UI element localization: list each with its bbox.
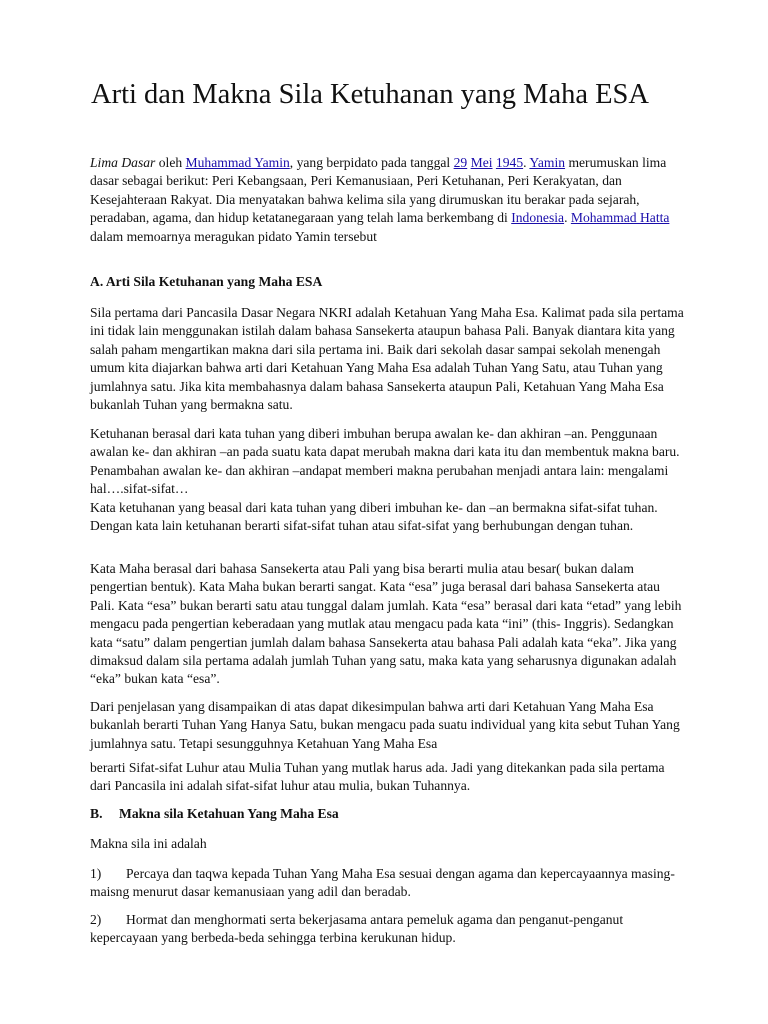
link-muhammad-yamin[interactable]: Muhammad Yamin [185,155,290,170]
paragraph-5: Dari penjelasan yang disampaikan di atas dapat dikesimpulan bahwa arti dari Ketahuan Yang Maha Esa bukanlah berarti Tuhan Yang Hanya Satu, bukan mengacu pada suatu individual yang kita sebut Tuhan Yang jumlahnya satu. Tetapi sesungguhnya Ketahuan Yang Maha Esa [90,699,680,751]
paragraph-6: berarti Sifat-sifat Luhur atau Mulia Tuhan yang mutlak harus ada. Jadi yang ditekankan pada sila pertama dari Pancasila ini adalah sifat-sifat luhur atau mulia, bukan Tuhannya. [90,760,665,794]
heading-b-number: B. [90,806,103,821]
intro-text-3: merumuskan lima dasar sebagai berikut: Peri Kebangsaan, Peri Kemanusiaan, Peri Ketuhanan, Peri Kerakyatan, dan Kesejahteraan Rakyat. Dia menyatakan bahwa kelima sila yang dirumuskan itu berakar pada sejarah, peradaban, agama, dan hidup ketatanegaraan yang telah lama berkembang di [90,155,667,226]
list-item-1-text: Percaya dan taqwa kepada Tuhan Yang Maha Esa sesuai dengan agama dan kepercayaannya masing-maisng menurut dasar kemanusiaan yang adil dan beradab. [90,866,675,900]
intro-text-1: oleh [155,155,186,170]
heading-a: A. Arti Sila Ketuhanan yang Maha ESA [90,274,323,289]
lima-dasar-text: Lima Dasar [90,155,156,170]
paragraph-4: Kata Maha berasal dari bahasa Sansekerta atau Pali yang bisa berarti mulia atau besar( bukan dalam pengertian bentuk). Kata Maha bukan berarti sangat. Kata “esa” juga berasal dari bahasa Sansekerta atau Pali. Kata “esa” bukan berarti satu atau tunggal dalam jumlah. Kata “esa” berasal dari kata “etad” yang lebih mengacu pada pengertian keberadaan yang mutlak atau mengacu pada kata “ini” (this- Inggris). Sedangkan kata “satu” dalam pengertian jumlah dalam bahasa Sansekerta atau bahasa Pali adalah kata “eka”. Jika yang dimaksud dalam sila pertama adalah jumlah Tuhan yang satu, maka kata yang seharusnya digunakan adalah “eka” bukan kata “esa”. [90,561,682,687]
paragraph-7: Makna sila ini adalah [90,836,207,851]
link-mohammad-hatta[interactable]: Mohammad Hatta [570,210,670,226]
paragraph-3: Kata ketuhanan yang beasal dari kata tuhan yang diberi imbuhan ke- dan –an bermakna sifat-sifat tuhan. Dengan kata lain ketuhanan berarti sifat-sifat tuhan atau sifat-sifat yang berhubungan dengan tuhan. [90,500,658,534]
list-item-1-number: 1) [90,866,102,881]
list-item-2 [90,911,686,948]
list-item-1 [90,865,686,902]
list-item-2-number: 2) [90,912,102,927]
intro-text-2: , yang berpidato pada tanggal [289,155,454,170]
heading-b-text: Makna sila Ketahuan Yang Maha Esa [119,806,339,821]
link-yamin[interactable]: Yamin [529,155,566,170]
paragraph-1: Sila pertama dari Pancasila Dasar Negara NKRI adalah Ketahuan Yang Maha Esa. Kalimat pada sila pertama ini tidak lain menggunakan istilah dalam bahasa Sansekerta ataupun bahasa Pali. Banyak diantara kita yang salah paham mengartikan makna dari sila pertama ini. Baik dari sekolah dasar sampai sekolah menengah umum kita diajarkan bahwa arti dari Ketahuan Yang Maha Esa adalah Tuhan Yang Satu, atau Tuhan yang jumlahnya satu. Jika kita membahasnya dalam bahasa Sansekerta ataupun Pali, Ketahuan Yang Maha Esa bukanlah Tuhan yang bermakna satu. [90,305,684,413]
paragraph-2: Ketuhanan berasal dari kata tuhan yang diberi imbuhan berupa awalan ke- dan akhiran –an. Penggunaan awalan ke- dan akhiran –an pada suatu kata dapat merubah makna dari kata itu dan membentuk makna baru. Penambahan awalan ke- dan akhiran –andapat memberi makna perubahan menjadi antara lain: mengalami hal….sifat-sifat… [90,426,680,497]
intro-text-5: dalam memoarnya meragukan pidato Yamin tersebut [90,228,377,244]
intro-text-4: . [564,210,571,226]
link-mei[interactable]: Mei [470,155,493,170]
link-1945[interactable]: 1945 [495,155,524,170]
heading-b [90,805,686,823]
link-indonesia[interactable]: Indonesia [511,210,565,226]
list-item-2-text: Hormat dan menghormati serta bekerjasama antara pemeluk agama dan penganut-penganut kepercayaan yang berbeda-beda sehingga terbina kerukunan hidup. [90,912,624,946]
intro-paragraph: Lima Dasar oleh Muhammad Yamin, yang berpidato pada tanggal 29 Mei 1945. Yamin merumuskan lima dasar sebagai berikut: Peri Kebangsaan, Peri Kemanusiaan, Peri Ketuhanan, Peri Kerakyatan, dan Kesejahteraan Rakyat. Dia menyatakan bahwa kelima sila yang dirumuskan itu berakar pada sejarah, peradaban, agama, dan hidup ketatanegaraan yang telah lama berkembang di Indonesia. Mohammad Hatta dalam memoarnya meragukan pidato Yamin tersebut [90,155,670,244]
link-29[interactable]: 29 [453,155,468,170]
document-title: Arti dan Makna Sila Ketuhanan yang Maha ESA [91,79,649,110]
